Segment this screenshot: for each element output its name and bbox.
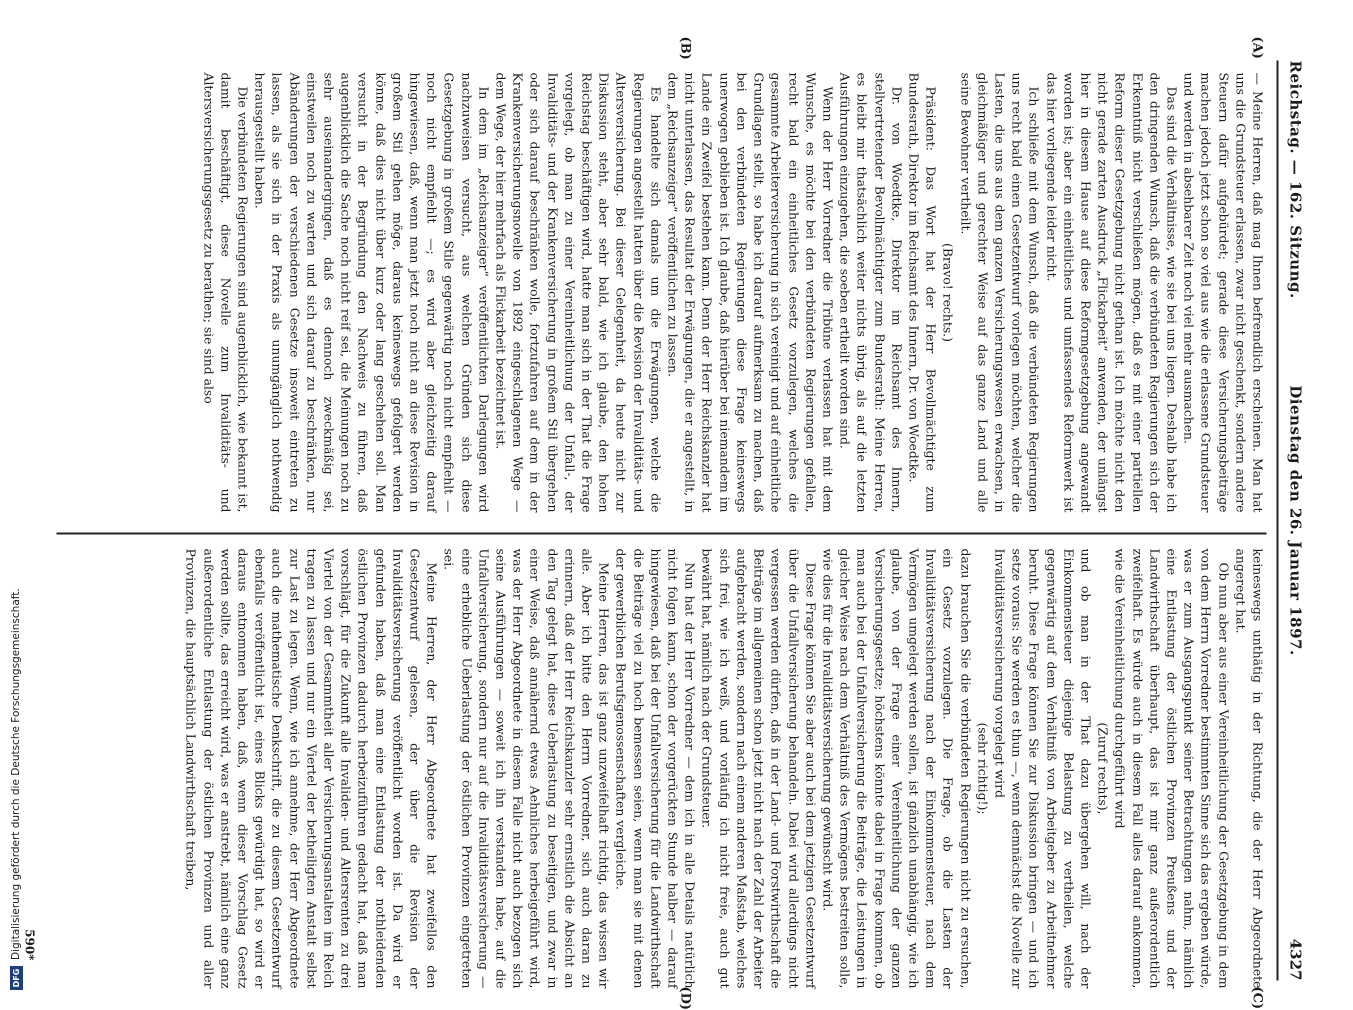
margin-mark-d: (D) xyxy=(678,987,693,1010)
paragraph: keineswegs unthätig in der Richtung, die der Herr Abgeordnete angeregt hat. xyxy=(1232,549,1266,989)
signature-number: 590* xyxy=(23,929,37,960)
header-page-number: 4327 xyxy=(1287,939,1305,981)
paragraph: Nun hat der Herr Vorredner — dem ich in alle Details natürlich nicht folgen kann, schon der vorgerückten Stunde halber — darauf hingewiesen, daß bei der Unfallversicherung für die Landwirthschaft die Beiträge viel zu hoch bemessen seien, wenn man sie mit denen der gewerblichen Berufsgenossenschaften vergleiche. xyxy=(613,549,699,989)
interjection: (Zuruf rechts), xyxy=(1094,549,1111,989)
margin-mark-c: (C) xyxy=(1250,987,1265,1010)
running-head xyxy=(1281,61,1305,981)
paragraph: Diese Frage können Sie aber auch bei dem jetzigen Gesetzentwurf über die Unfallversicherung behandeln. Dabei wird allerdings nicht vergessen werden dürfen, daß in der Land- und Forstwirthschaft die Beiträge im allgemeinen schon jetzt nicht nach der Zahl der Arbeiter aufgebracht werden, sondern nach einem anderen Maßstab, welches sich frei, wie ich weiß, und vorläufig ich nicht freie, auch gut bewährt hat, nämlich nach der Grundsteuer. xyxy=(699,549,819,989)
paragraph: Das sind die Verhältnisse, wie sie bei uns liegen. Deshalb habe ich den dringenden Wunsch, daß die verbündeten Regierungen sich der Erkenntniß nicht verschließen mögen, daß es mit einer partiellen Reform dieser Gesetzgebung nicht gethan ist. Ich möchte nicht den nicht gerade zarten Ausdruck „Flickarbeit“ anwenden, der unlängst hier in diesem Hause auf diese Reformgesetzgebung angewandt worden ist; aber ein einheitliches und umfassendes Reformwerk ist das hier vorliegende leider nicht. xyxy=(1043,73,1181,513)
credit-line xyxy=(4,0,18,990)
left-column xyxy=(200,73,1267,513)
paragraph: Meine Herren, der Herr Abgeordnete hat zweifellos den Gesetzentwurf gelesen, der über die Revision der Invaliditätsversicherung veröffentlicht worden ist. Da wird er gefunden haben, daß man eine Entlastung der nothleidenden östlichen Provinzen dadurch herbeizuführen gedacht hat, daß man vorschlägt, für die Zukunft alle Invaliden- und Altersrenten zu drei Viertel von der Gesammtheit aller Versicherungsanstalten im Reich tragen zu lassen und nur ein Viertel der betheiligten Anstalt selbst zur Last zu legen. Wenn, wie ich annehme, der Herr Abgeordnete auch die mathematische Denkschrift, die zu diesem Gesetzentwurf ebenfalls veröffentlicht ist, eines Blicks gewürdigt hat, so wird er daraus entnommen haben, daß, wenn dieser Vorschlag Gesetz werden sollte, das erreicht wird, was er anstrebt, nämlich eine ganz außerordentliche Entlastung der östlichen Provinzen und aller Provinzen, die hauptsächlich Landwirthschaft treiben, xyxy=(183,549,441,989)
paragraph: Es handelte sich damals um die Erwägungen, welche die Regierungen angestellt hatten über die Revision der Invaliditäts- und Altersversicherung. Bei dieser Gelegenheit, da heute nicht zur Diskussion steht, aber sehr bald, wie ich glaube, den hohen Reichstag beschäftigen wird, hatte man sich in der That die Frage vorgelegt, ob man zu einer Vereinheitlichung der Unfall-, der Invaliditäts- und der Krankenversicherung in großem Stil übergehen oder sich darauf beschränken wolle, fortzufahren auf dem in der Krankenversicherungsnovelle von 1892 eingeschlagenen Wege — dem Wege, der hier mehrfach als Flickarbeit bezeichnet ist. xyxy=(492,73,664,513)
paragraph: Präsident: Das Wort hat der Herr Bevollmächtigte zum Bundesrath, Direktor im Reichsamt des Innern, Dr. von Woedtke. xyxy=(905,73,939,513)
paragraph: — Meine Herren, daß mag Ihnen befremdlich erscheinen. Man hat uns die Grundsteuer erlassen, zwar nicht geschenkt, sondern andere Steuern dafür aufgebürdet; gerade diese Versicherungsbeiträge machen jedoch jetzt schon so viel aus wie die erlassene Grundsteuer und werden in absehbarer Zeit noch viel mehr ausmachen. xyxy=(1180,73,1266,513)
header-date: Dienstag den 26. Januar 1897. xyxy=(1287,61,1305,981)
header-session: Reichstag. — 162. Sitzung. xyxy=(1287,61,1305,299)
dfg-logo: DFG xyxy=(10,966,23,990)
column-rule xyxy=(57,533,1267,535)
credit-text: Digitalisierung gefördert durch die Deutsche Forschungsgemeinschaft. xyxy=(10,588,22,960)
paragraph: dazu brauchen Sie die verbündeten Regierungen nicht zu ersuchen, ein Gesetz vorzulegen. Die Frage, ob die Lasten der Invaliditätsversicherung nach der Einkommensteuer, nach dem Vermögen umgelegt werden sollen, ist gänzlich unabhängig, wie ich glaube, von der Frage einer Vereinheitlichung der ganzen Versicherungsgesetze; höchstens könnte dabei in Frage kommen, ob man auch bei der Unfallversicherung die Beiträge, die Leistungen in gleicher Weise nach dem Verhältniß des Vermögens bestreiten solle, wie dies für die Invaliditätsversicherung gewünscht wird. xyxy=(819,549,974,989)
paragraph: Ob nun aber aus einer Vereinheitlichung der Gesetzgebung in dem von dem Herrn Vorredner bestimmten Sinne sich das ergeben würde, was er zum Ausgangspunkt seiner Betrachtungen nahm, nämlich eine Entlastung der östlichen Provinzen Preußens und der Landwirthschaft überhaupt, das ist mir ganz außerordentlich zweifelhaft. Es würde auch in diesem Fall alles darauf ankommen, wie die Vereinheitlichung durchgeführt wird xyxy=(1112,549,1232,989)
header-rule xyxy=(1277,61,1279,981)
paragraph: Wenn der Herr Vorredner die Tribüne verlassen hat mit dem Wunsche, es möchte bei den verbündeten Regierungen gefallen, recht bald ein einheitliches Gesetz vorzulegen, welches die gesammte Arbeiterversicherung in sich vereinigt und auf einheitliche Grundlagen stellt, so habe ich darauf aufmerksam zu machen, daß bei den verbündeten Regierungen diese Frage keineswegs unerwogen geblieben ist. Ich glaube, daß hierüber bei niemandem im Lande ein Zweifel bestehen kann. Denn der Herr Reichskanzler hat nicht unterlassen, das Resultat der Erwägungen, die er angestellt, in dem „Reichsanzeiger“ veröffentlichen zu lassen. xyxy=(664,73,836,513)
paragraph: In dem im „Reichsanzeiger“ veröffentlichten Darlegungen wird nachzuweisen versucht, aus welchen Gründen sich diese Gesetzgebung in großem Stile gegenwärtig noch nicht empfiehlt — noch nicht empfiehlt —; es wird aber gleichzeitig darauf hingewiesen, daß, wenn man jetzt noch nicht an diese Revision in großem Stil gehen möge, daraus keineswegs gefolgert werden könne, daß dies nicht über kurz oder lang geschehen soll. Man versucht in der Begründung den Nachweis zu führen, daß augenblicklich die Sache noch nicht reif sei, die Meinungen noch zu sehr auseinandergingen, daß es dennoch zweckmäßig sei, einstweilen noch zu warten und sich darauf zu beschränken, nur Abänderungen der verschiedenen Gesetze insoweit eintreten zu lassen, als sie sich in der Praxis als unumgänglich nothwendig herausgestellt haben. xyxy=(252,73,493,513)
paragraph: Die verbündeten Regierungen sind augenblicklich, wie bekannt ist, damit beschäftigt, diese Novelle zum Invaliditäts- und Altersversicherungsgesetz zu berathen; sie sind also xyxy=(200,73,252,513)
paragraph: Dr. von Woedtke, Direktor im Reichsamt des Innern, stellvertretender Bevollmächtigter zum Bundesrath: Meine Herren, es bleibt mir thatsächlich weiter nichts übrig, als auf die letzten Ausführungen einzugehen, die soeben ertheilt worden sind. xyxy=(836,73,905,513)
right-column xyxy=(183,549,1267,989)
margin-mark-b: (B) xyxy=(678,37,693,60)
interjection: (Bravo! rechts.) xyxy=(940,73,957,513)
rotated-page-content xyxy=(0,1,1353,1001)
paragraph: und ob man in der That dazu übergehen will, nach der Einkommensteuer diejenige Belastung zu vertheilen, welche gegenwärtig auf dem Verhältniß von Arbeitgeber zu Arbeitnehmer beruht. Diese Frage können Sie zur Diskussion bringen — und ich setze voraus: Sie werden es thun —, wenn demnächst die Novelle zur Invaliditätsversicherung vorgelegt wird xyxy=(991,549,1094,989)
margin-mark-a: (A) xyxy=(1250,37,1265,59)
paragraph: Ich schließe mit dem Wunsch, daß die verbündeten Regierungen uns recht bald einen Gesetzentwurf vorlegen möchten, welcher die Lasten, die uns aus dem ganzen Versicherungswesen erwachsen, in gleichmäßiger und gerechter Weise auf das ganze Land und alle seine Bewohner vertheilt. xyxy=(957,73,1043,513)
interjection: (sehr richtig!); xyxy=(974,549,991,989)
paragraph: Meine Herren, das ist ganz unzweifelhaft richtig, das wissen wir alle. Aber ich bitte den Herrn Vorredner, sich auch daran zu erinnern, daß der Herr Reichskanzler sehr ernstlich die Absicht an den Tag gelegt hat, diese Ueberlastung zu beseitigen, und zwar in einer Weise, daß annähernd etwas Aehnliches herbeigeführt wird, was der Herr Abgeordnete in diesem Falle nicht auch bezogen sich seine Ausführungen — soweit ich ihn verstanden habe, auf die Unfallversicherung, sondern nur auf die Invaliditätsversicherung — eine erhebliche Ueberlastung der östlichen Provinzen eingetreten sei. xyxy=(441,549,613,989)
